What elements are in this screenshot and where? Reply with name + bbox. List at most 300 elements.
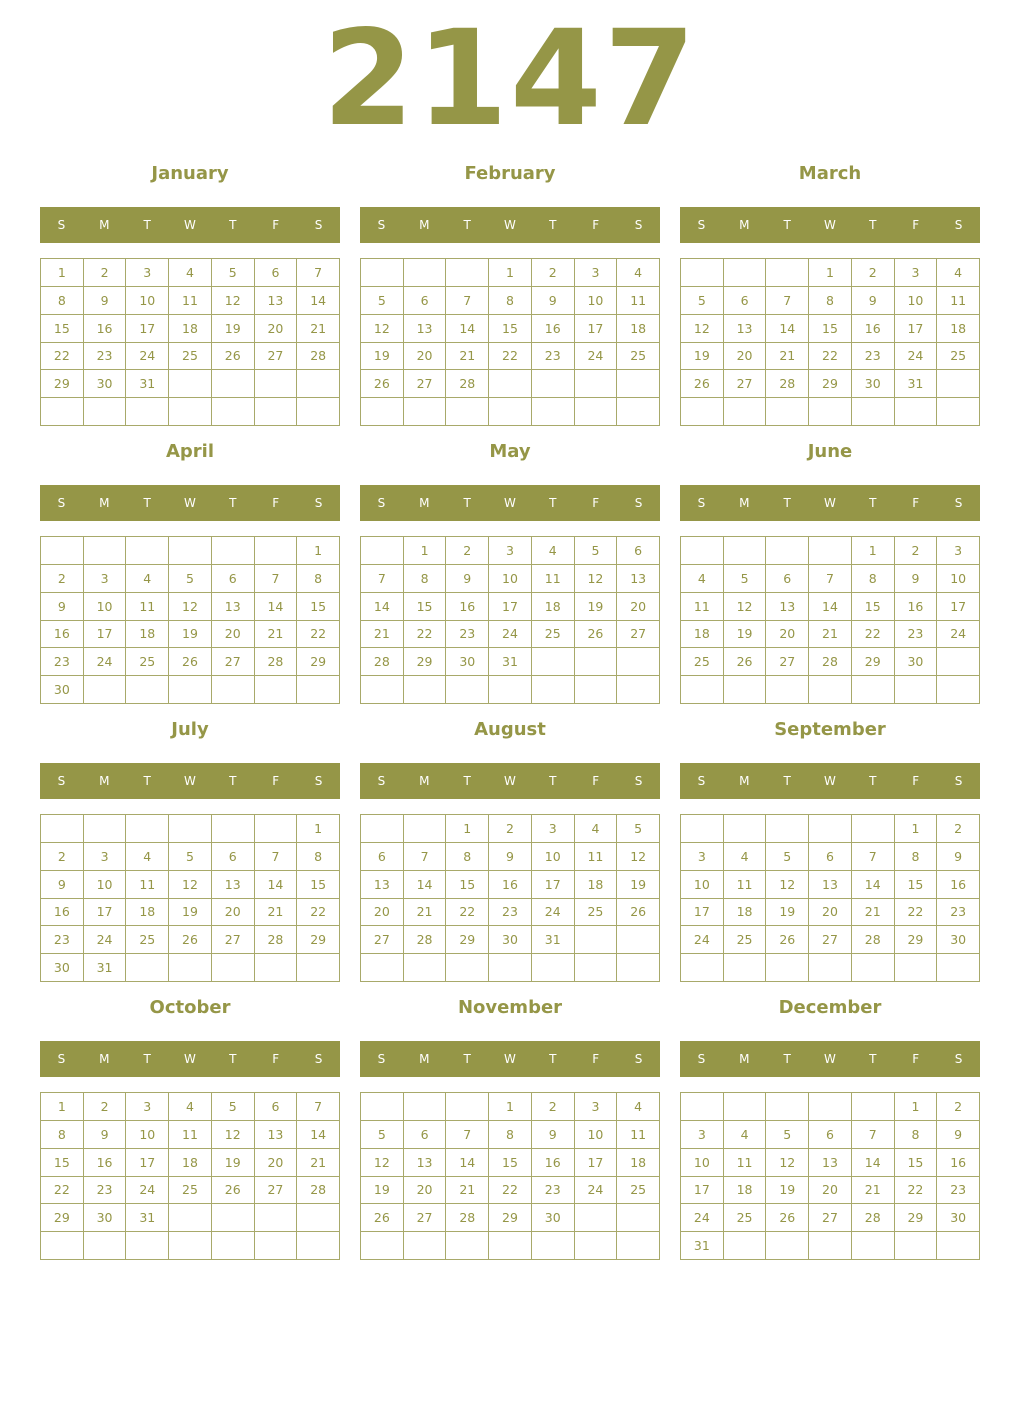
empty-cell bbox=[937, 398, 980, 426]
empty-cell bbox=[766, 1232, 809, 1260]
day-cell: 6 bbox=[724, 287, 767, 315]
day-cell: 11 bbox=[169, 287, 212, 315]
day-cell: 27 bbox=[255, 1177, 298, 1205]
weekday-label: F bbox=[272, 1052, 280, 1066]
day-cell: 30 bbox=[84, 1204, 127, 1232]
empty-cell bbox=[852, 1093, 895, 1121]
empty-cell bbox=[169, 1204, 212, 1232]
weekday-label: M bbox=[739, 496, 750, 510]
day-cell: 13 bbox=[404, 315, 447, 343]
day-cell: 3 bbox=[575, 259, 618, 287]
weekday-label: T bbox=[143, 218, 151, 232]
month-name: November bbox=[457, 997, 563, 1018]
empty-cell bbox=[255, 1204, 298, 1232]
day-cell: 19 bbox=[766, 1177, 809, 1205]
day-cell: 6 bbox=[404, 1121, 447, 1149]
day-cell: 30 bbox=[937, 926, 980, 954]
day-cell: 17 bbox=[84, 621, 127, 649]
month-march bbox=[680, 152, 980, 430]
day-cell: 16 bbox=[489, 871, 532, 899]
empty-cell bbox=[212, 398, 255, 426]
day-cell: 9 bbox=[84, 1121, 127, 1149]
weekday-label: T bbox=[783, 496, 791, 510]
weekday-label: T bbox=[229, 774, 237, 788]
weekday-label: S bbox=[697, 218, 706, 232]
day-cell: 17 bbox=[532, 871, 575, 899]
day-cell: 19 bbox=[361, 343, 404, 371]
day-cell: 1 bbox=[895, 815, 938, 843]
day-cell: 13 bbox=[255, 1121, 298, 1149]
day-cell: 15 bbox=[809, 315, 852, 343]
day-cell: 8 bbox=[809, 287, 852, 315]
day-cell: 9 bbox=[937, 843, 980, 871]
day-cell: 28 bbox=[852, 1204, 895, 1232]
day-cell: 16 bbox=[41, 621, 84, 649]
day-cell: 16 bbox=[84, 1149, 127, 1177]
day-cell: 11 bbox=[617, 287, 660, 315]
day-cell: 30 bbox=[41, 954, 84, 982]
day-cell: 6 bbox=[361, 843, 404, 871]
day-cell: 2 bbox=[852, 259, 895, 287]
day-cell: 15 bbox=[852, 593, 895, 621]
empty-cell bbox=[41, 398, 84, 426]
day-cell: 23 bbox=[446, 621, 489, 649]
day-cell: 9 bbox=[489, 843, 532, 871]
empty-cell bbox=[489, 1232, 532, 1260]
day-cell: 17 bbox=[489, 593, 532, 621]
day-cell: 7 bbox=[255, 843, 298, 871]
empty-cell bbox=[169, 537, 212, 565]
empty-cell bbox=[681, 537, 724, 565]
empty-cell bbox=[489, 398, 532, 426]
day-cell: 27 bbox=[724, 370, 767, 398]
day-cell: 3 bbox=[575, 1093, 618, 1121]
day-cell: 20 bbox=[724, 343, 767, 371]
day-cell: 8 bbox=[41, 287, 84, 315]
day-cell: 22 bbox=[895, 899, 938, 927]
day-cell: 27 bbox=[404, 370, 447, 398]
day-cell: 17 bbox=[126, 315, 169, 343]
day-cell: 25 bbox=[724, 926, 767, 954]
day-cell: 4 bbox=[937, 259, 980, 287]
day-cell: 4 bbox=[681, 565, 724, 593]
day-cell: 13 bbox=[809, 871, 852, 899]
day-cell: 27 bbox=[766, 648, 809, 676]
weekday-label: S bbox=[314, 774, 323, 788]
weekday-label: M bbox=[99, 774, 110, 788]
weekday-header bbox=[40, 207, 340, 243]
empty-cell bbox=[297, 954, 340, 982]
day-cell: 31 bbox=[126, 1204, 169, 1232]
empty-cell bbox=[212, 1232, 255, 1260]
empty-cell bbox=[126, 537, 169, 565]
empty-cell bbox=[532, 370, 575, 398]
day-cell: 9 bbox=[84, 287, 127, 315]
day-cell: 24 bbox=[895, 343, 938, 371]
weekday-header bbox=[360, 763, 660, 799]
empty-cell bbox=[255, 954, 298, 982]
day-cell: 19 bbox=[617, 871, 660, 899]
weekday-label: F bbox=[912, 218, 920, 232]
weekday-label: S bbox=[314, 1052, 323, 1066]
day-cell: 7 bbox=[255, 565, 298, 593]
weekday-label: T bbox=[783, 218, 791, 232]
empty-cell bbox=[404, 1093, 447, 1121]
day-cell: 28 bbox=[255, 926, 298, 954]
empty-cell bbox=[575, 648, 618, 676]
day-cell: 26 bbox=[766, 926, 809, 954]
day-cell: 1 bbox=[852, 537, 895, 565]
day-cell: 20 bbox=[404, 1177, 447, 1205]
day-cell: 29 bbox=[489, 1204, 532, 1232]
weekday-label: M bbox=[99, 496, 110, 510]
day-cell: 15 bbox=[489, 315, 532, 343]
empty-cell bbox=[681, 398, 724, 426]
weekday-label: S bbox=[954, 496, 963, 510]
day-cell: 6 bbox=[255, 1093, 298, 1121]
weekday-header bbox=[360, 1041, 660, 1077]
weekday-label: T bbox=[549, 1052, 557, 1066]
day-cell: 7 bbox=[361, 565, 404, 593]
day-cell: 6 bbox=[212, 843, 255, 871]
day-cell: 10 bbox=[126, 287, 169, 315]
day-cell: 26 bbox=[212, 1177, 255, 1205]
month-february bbox=[360, 152, 660, 430]
day-cell: 5 bbox=[169, 565, 212, 593]
month-november bbox=[360, 986, 660, 1264]
empty-cell bbox=[895, 398, 938, 426]
day-cell: 25 bbox=[681, 648, 724, 676]
weekday-label: T bbox=[229, 496, 237, 510]
empty-cell bbox=[404, 259, 447, 287]
day-cell: 19 bbox=[361, 1177, 404, 1205]
day-cell: 19 bbox=[169, 621, 212, 649]
day-cell: 21 bbox=[255, 621, 298, 649]
weekday-label: T bbox=[463, 1052, 471, 1066]
empty-cell bbox=[681, 954, 724, 982]
day-cell: 17 bbox=[895, 315, 938, 343]
weekday-label: T bbox=[143, 496, 151, 510]
day-cell: 30 bbox=[446, 648, 489, 676]
weekday-label: W bbox=[504, 218, 516, 232]
empty-cell bbox=[297, 1232, 340, 1260]
day-cell: 22 bbox=[446, 899, 489, 927]
month-october bbox=[40, 986, 340, 1264]
weekday-header bbox=[680, 1041, 980, 1077]
day-grid bbox=[40, 814, 340, 982]
day-cell: 5 bbox=[766, 843, 809, 871]
weekday-label: T bbox=[869, 774, 877, 788]
day-cell: 11 bbox=[937, 287, 980, 315]
empty-cell bbox=[255, 1232, 298, 1260]
day-cell: 4 bbox=[724, 1121, 767, 1149]
weekday-label: S bbox=[377, 1052, 386, 1066]
day-grid bbox=[360, 814, 660, 982]
day-cell: 21 bbox=[852, 899, 895, 927]
empty-cell bbox=[361, 676, 404, 704]
weekday-label: W bbox=[504, 496, 516, 510]
day-cell: 20 bbox=[809, 899, 852, 927]
month-name: January bbox=[151, 163, 229, 184]
weekday-label: T bbox=[463, 774, 471, 788]
empty-cell bbox=[169, 676, 212, 704]
empty-cell bbox=[617, 954, 660, 982]
day-cell: 12 bbox=[169, 593, 212, 621]
day-cell: 28 bbox=[404, 926, 447, 954]
day-cell: 5 bbox=[575, 537, 618, 565]
day-cell: 24 bbox=[84, 926, 127, 954]
day-cell: 27 bbox=[404, 1204, 447, 1232]
day-cell: 11 bbox=[575, 843, 618, 871]
empty-cell bbox=[895, 954, 938, 982]
day-grid bbox=[680, 814, 980, 982]
day-cell: 18 bbox=[724, 1177, 767, 1205]
day-cell: 31 bbox=[126, 370, 169, 398]
empty-cell bbox=[404, 398, 447, 426]
day-cell: 29 bbox=[895, 926, 938, 954]
day-cell: 1 bbox=[41, 1093, 84, 1121]
day-cell: 28 bbox=[297, 343, 340, 371]
day-cell: 18 bbox=[617, 315, 660, 343]
weekday-label: T bbox=[143, 1052, 151, 1066]
empty-cell bbox=[532, 676, 575, 704]
day-cell: 24 bbox=[126, 1177, 169, 1205]
day-cell: 2 bbox=[84, 259, 127, 287]
month-june bbox=[680, 430, 980, 708]
weekday-label: S bbox=[634, 218, 643, 232]
year-title: 2147 bbox=[322, 2, 698, 156]
day-cell: 12 bbox=[575, 565, 618, 593]
day-cell: 19 bbox=[169, 899, 212, 927]
day-cell: 13 bbox=[212, 871, 255, 899]
day-cell: 21 bbox=[766, 343, 809, 371]
day-cell: 10 bbox=[532, 843, 575, 871]
day-cell: 10 bbox=[84, 593, 127, 621]
day-cell: 9 bbox=[852, 287, 895, 315]
day-cell: 29 bbox=[404, 648, 447, 676]
empty-cell bbox=[575, 1232, 618, 1260]
day-cell: 15 bbox=[895, 1149, 938, 1177]
empty-cell bbox=[41, 1232, 84, 1260]
weekday-label: T bbox=[463, 496, 471, 510]
month-name: October bbox=[149, 997, 231, 1018]
day-cell: 3 bbox=[937, 537, 980, 565]
day-cell: 6 bbox=[255, 259, 298, 287]
day-cell: 24 bbox=[126, 343, 169, 371]
day-cell: 26 bbox=[575, 621, 618, 649]
day-cell: 22 bbox=[489, 1177, 532, 1205]
day-cell: 16 bbox=[852, 315, 895, 343]
empty-cell bbox=[169, 815, 212, 843]
day-cell: 12 bbox=[681, 315, 724, 343]
month-name: December bbox=[778, 997, 882, 1018]
day-cell: 12 bbox=[212, 287, 255, 315]
day-cell: 13 bbox=[255, 287, 298, 315]
day-cell: 23 bbox=[852, 343, 895, 371]
weekday-label: F bbox=[592, 496, 600, 510]
day-cell: 11 bbox=[169, 1121, 212, 1149]
empty-cell bbox=[361, 537, 404, 565]
empty-cell bbox=[766, 815, 809, 843]
empty-cell bbox=[489, 370, 532, 398]
day-cell: 9 bbox=[41, 871, 84, 899]
empty-cell bbox=[724, 676, 767, 704]
day-cell: 7 bbox=[766, 287, 809, 315]
weekday-header bbox=[360, 485, 660, 521]
empty-cell bbox=[766, 954, 809, 982]
day-cell: 12 bbox=[766, 1149, 809, 1177]
weekday-label: W bbox=[504, 774, 516, 788]
day-cell: 14 bbox=[297, 287, 340, 315]
day-cell: 28 bbox=[766, 370, 809, 398]
day-cell: 9 bbox=[895, 565, 938, 593]
empty-cell bbox=[937, 676, 980, 704]
weekday-label: F bbox=[912, 1052, 920, 1066]
day-cell: 25 bbox=[937, 343, 980, 371]
day-cell: 19 bbox=[724, 621, 767, 649]
day-cell: 14 bbox=[255, 871, 298, 899]
empty-cell bbox=[446, 259, 489, 287]
day-cell: 24 bbox=[575, 1177, 618, 1205]
empty-cell bbox=[575, 676, 618, 704]
day-cell: 14 bbox=[852, 871, 895, 899]
day-cell: 3 bbox=[84, 843, 127, 871]
day-cell: 6 bbox=[212, 565, 255, 593]
empty-cell bbox=[937, 954, 980, 982]
day-cell: 4 bbox=[532, 537, 575, 565]
day-cell: 21 bbox=[255, 899, 298, 927]
day-cell: 15 bbox=[489, 1149, 532, 1177]
day-cell: 5 bbox=[766, 1121, 809, 1149]
day-cell: 15 bbox=[41, 1149, 84, 1177]
day-cell: 30 bbox=[937, 1204, 980, 1232]
day-cell: 8 bbox=[41, 1121, 84, 1149]
day-cell: 22 bbox=[297, 621, 340, 649]
day-cell: 24 bbox=[489, 621, 532, 649]
day-cell: 17 bbox=[575, 1149, 618, 1177]
weekday-label: M bbox=[419, 218, 430, 232]
empty-cell bbox=[852, 1232, 895, 1260]
day-cell: 3 bbox=[532, 815, 575, 843]
day-cell: 23 bbox=[489, 899, 532, 927]
day-cell: 25 bbox=[126, 926, 169, 954]
day-cell: 10 bbox=[895, 287, 938, 315]
day-cell: 28 bbox=[361, 648, 404, 676]
weekday-header bbox=[40, 763, 340, 799]
empty-cell bbox=[169, 398, 212, 426]
weekday-label: T bbox=[549, 774, 557, 788]
day-cell: 24 bbox=[681, 926, 724, 954]
day-cell: 2 bbox=[446, 537, 489, 565]
day-cell: 26 bbox=[617, 899, 660, 927]
day-cell: 7 bbox=[809, 565, 852, 593]
day-cell: 27 bbox=[361, 926, 404, 954]
day-cell: 25 bbox=[575, 899, 618, 927]
day-cell: 20 bbox=[766, 621, 809, 649]
day-cell: 4 bbox=[126, 843, 169, 871]
day-cell: 8 bbox=[489, 287, 532, 315]
weekday-label: S bbox=[634, 496, 643, 510]
day-cell: 15 bbox=[297, 871, 340, 899]
day-cell: 21 bbox=[446, 1177, 489, 1205]
day-cell: 14 bbox=[766, 315, 809, 343]
day-cell: 8 bbox=[404, 565, 447, 593]
day-cell: 25 bbox=[169, 343, 212, 371]
empty-cell bbox=[617, 1204, 660, 1232]
weekday-header bbox=[680, 207, 980, 243]
day-cell: 18 bbox=[169, 1149, 212, 1177]
month-december bbox=[680, 986, 980, 1264]
month-name: July bbox=[171, 719, 209, 740]
day-cell: 6 bbox=[766, 565, 809, 593]
empty-cell bbox=[681, 815, 724, 843]
day-cell: 7 bbox=[446, 1121, 489, 1149]
day-grid bbox=[680, 536, 980, 704]
day-cell: 14 bbox=[809, 593, 852, 621]
day-cell: 30 bbox=[84, 370, 127, 398]
weekday-label: S bbox=[954, 1052, 963, 1066]
day-cell: 12 bbox=[361, 1149, 404, 1177]
day-cell: 9 bbox=[446, 565, 489, 593]
empty-cell bbox=[617, 398, 660, 426]
day-cell: 26 bbox=[361, 1204, 404, 1232]
weekday-label: W bbox=[504, 1052, 516, 1066]
day-cell: 12 bbox=[766, 871, 809, 899]
day-cell: 18 bbox=[126, 899, 169, 927]
empty-cell bbox=[446, 954, 489, 982]
weekday-label: M bbox=[739, 1052, 750, 1066]
day-cell: 1 bbox=[809, 259, 852, 287]
empty-cell bbox=[724, 1232, 767, 1260]
day-cell: 22 bbox=[852, 621, 895, 649]
day-cell: 17 bbox=[84, 899, 127, 927]
empty-cell bbox=[575, 954, 618, 982]
day-cell: 21 bbox=[297, 1149, 340, 1177]
month-name: June bbox=[807, 441, 853, 462]
day-cell: 5 bbox=[681, 287, 724, 315]
day-cell: 16 bbox=[446, 593, 489, 621]
empty-cell bbox=[126, 398, 169, 426]
weekday-label: F bbox=[272, 774, 280, 788]
months-grid bbox=[40, 152, 980, 1264]
day-cell: 8 bbox=[446, 843, 489, 871]
empty-cell bbox=[766, 537, 809, 565]
weekday-header bbox=[40, 485, 340, 521]
weekday-label: T bbox=[229, 1052, 237, 1066]
empty-cell bbox=[489, 676, 532, 704]
day-cell: 18 bbox=[681, 621, 724, 649]
day-cell: 7 bbox=[404, 843, 447, 871]
day-cell: 4 bbox=[575, 815, 618, 843]
day-cell: 13 bbox=[404, 1149, 447, 1177]
empty-cell bbox=[895, 676, 938, 704]
day-cell: 28 bbox=[297, 1177, 340, 1205]
empty-cell bbox=[852, 398, 895, 426]
day-cell: 23 bbox=[84, 343, 127, 371]
day-cell: 25 bbox=[169, 1177, 212, 1205]
day-cell: 11 bbox=[724, 1149, 767, 1177]
weekday-label: M bbox=[739, 218, 750, 232]
empty-cell bbox=[297, 676, 340, 704]
weekday-header bbox=[360, 207, 660, 243]
month-name: April bbox=[165, 441, 215, 462]
day-cell: 17 bbox=[126, 1149, 169, 1177]
empty-cell bbox=[297, 398, 340, 426]
day-cell: 20 bbox=[255, 315, 298, 343]
empty-cell bbox=[255, 537, 298, 565]
day-cell: 25 bbox=[617, 1177, 660, 1205]
day-cell: 22 bbox=[895, 1177, 938, 1205]
